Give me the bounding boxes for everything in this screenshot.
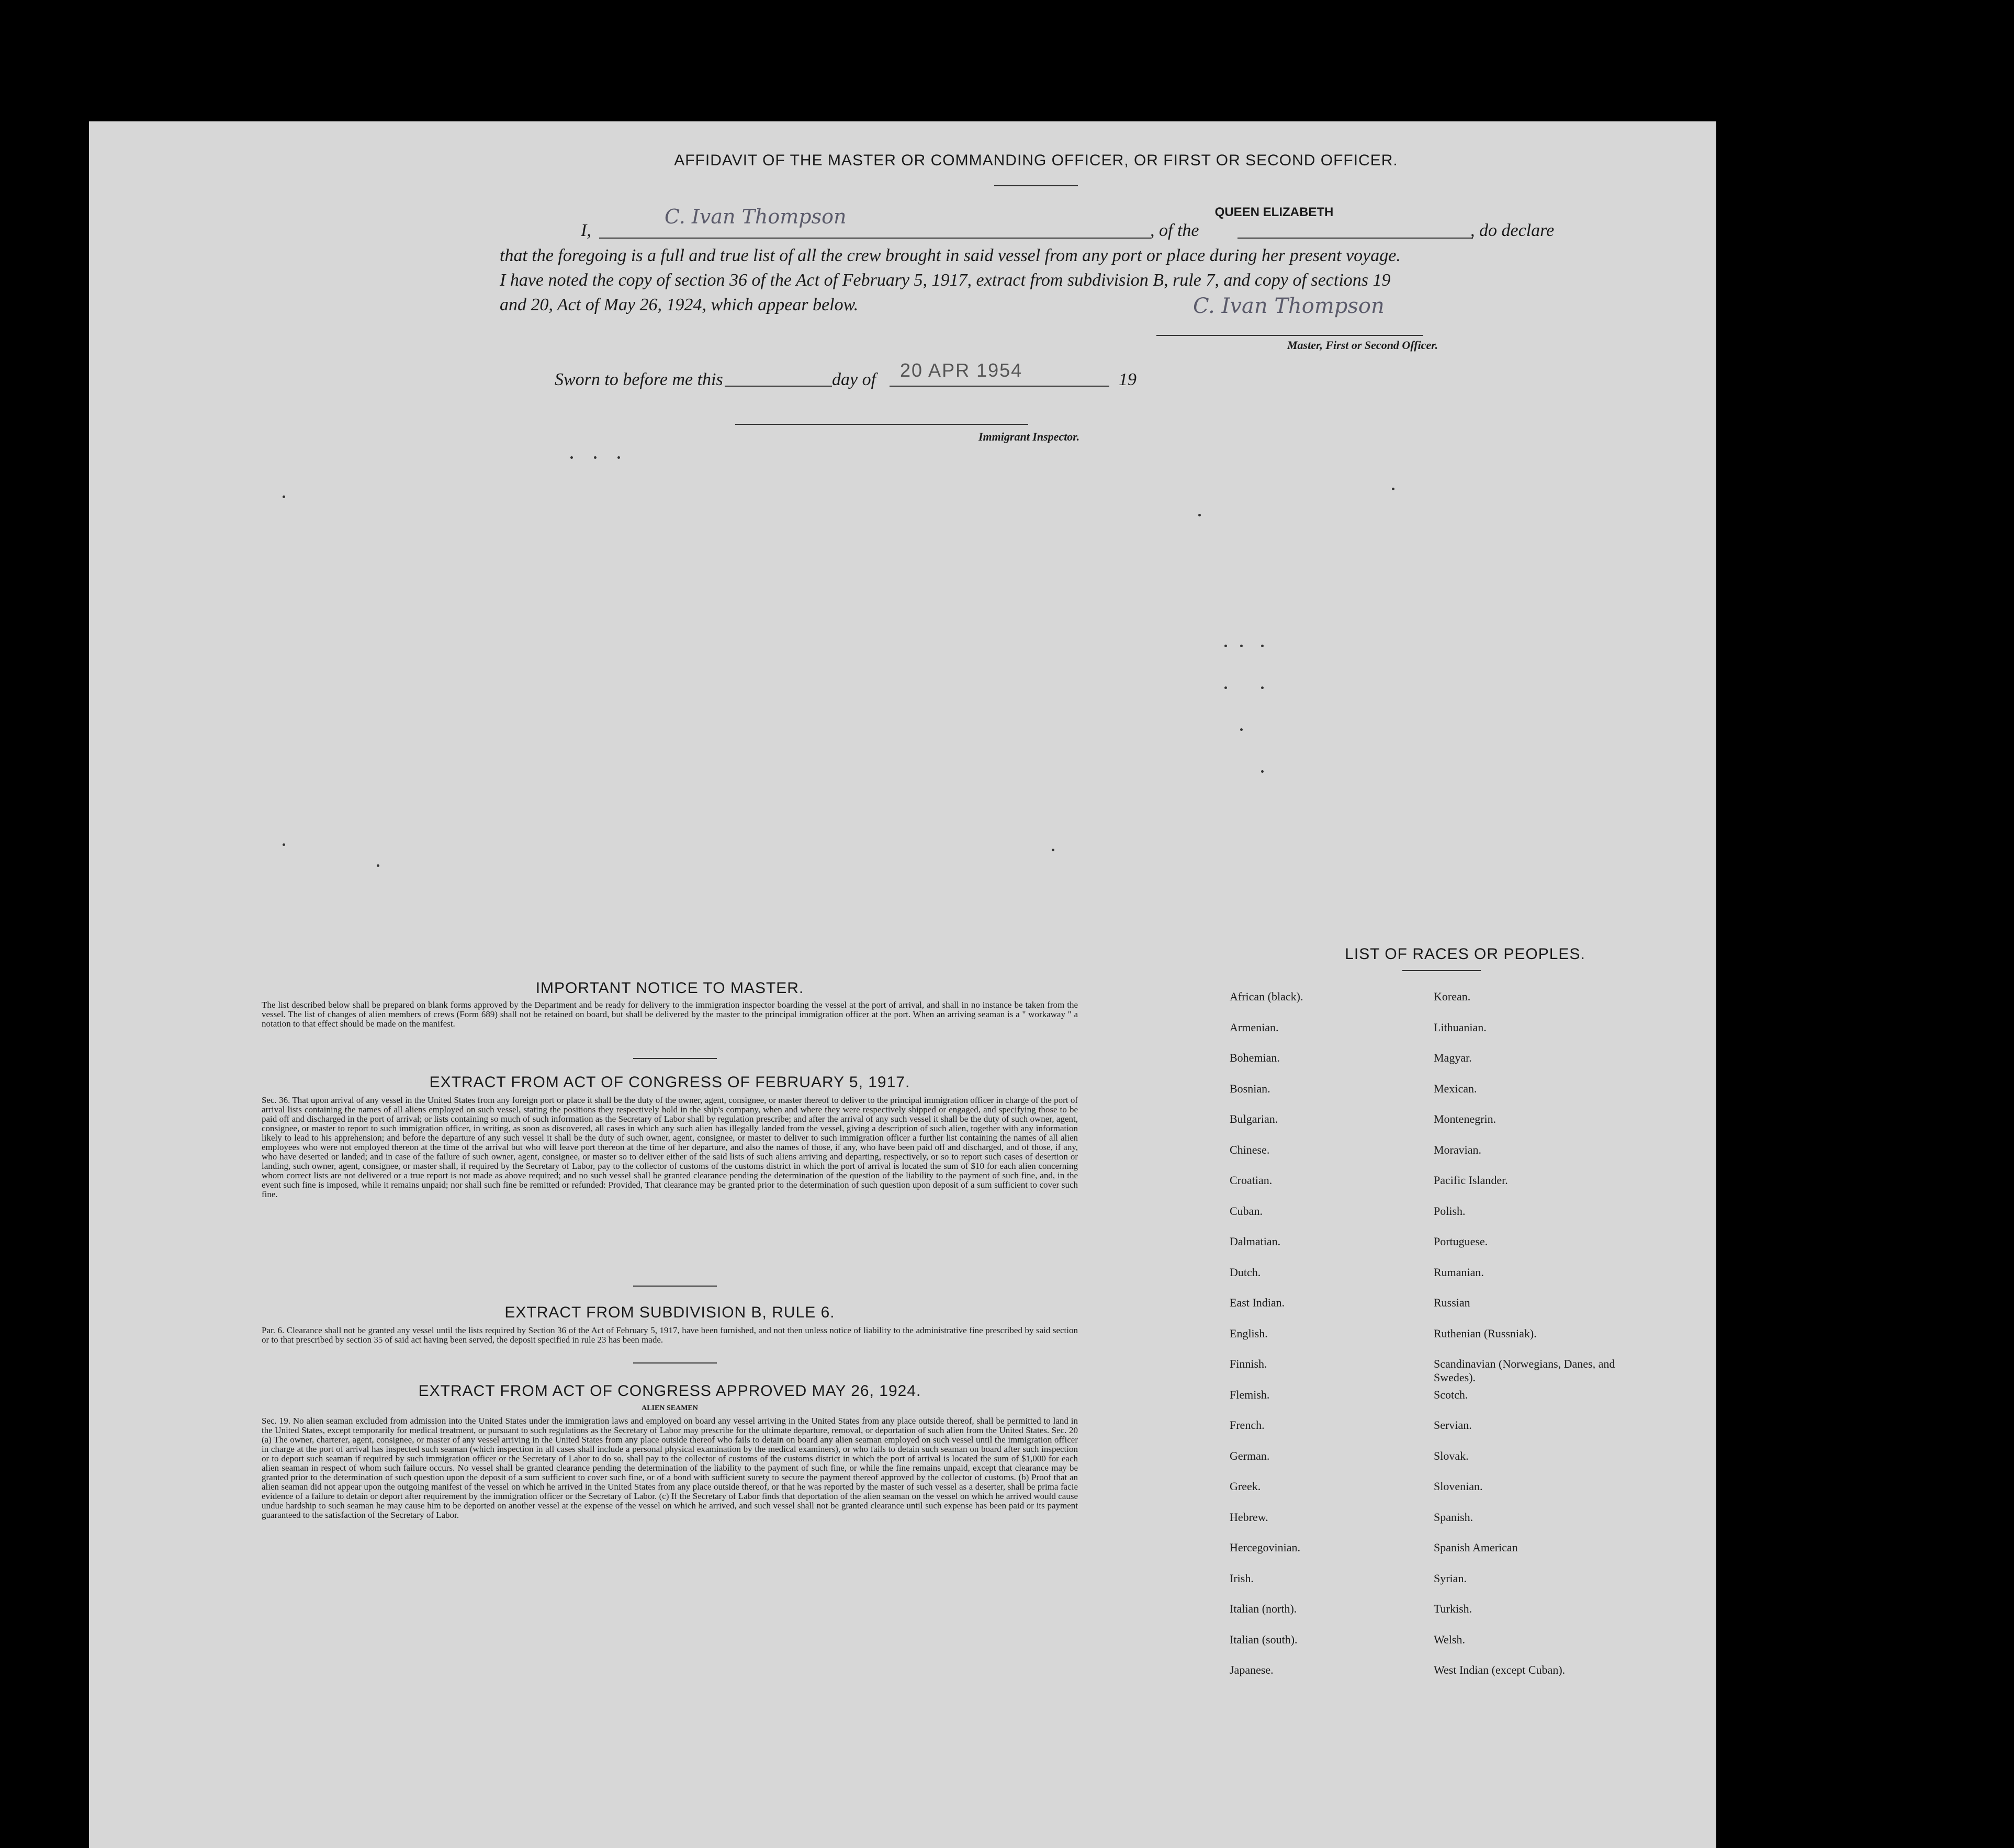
notice-text: The list described below shall be prepared on blank forms approved by the Department and be ready for delivery to the immigration inspector boarding the vessel at the port of arrival, and shall in no instance be taken from the vessel. The list of changes of alien members of crews (Form 689) shall not be retained on board, but shall be delivered by the master to the principal immigration officer at the port. When an arriving seaman is a " workaway " a notation to that effect should be made on the manifest. (262, 1000, 1078, 1029)
do-declare-label: , do declare (1470, 221, 1555, 240)
race-item: Italian (south). (1230, 1632, 1298, 1646)
extract-1924-text: Sec. 19. No alien seaman excluded from admission into the United States under the immigration laws and employed on board any vessel arriving in the United States from any place outside thereof, shall be permitted to land in the United States, except temporarily for medical treatment, or pursuant to such regulations as the Secretary of Labor may prescribe for the ultimate departure, removal, or deportation of such alien from the United States. Sec. 20 (a) The owner, charterer, agent, consignee, or master of any vessel arriving in the United States from any place outside thereof who fails to detain on board any alien seaman employed on such vessel until the immigration officer in charge at the port of arrival has inspected such seaman (which inspection in all cases shall include a personal physical examination by the medical examiners), or who fails to detain such seaman on board after such inspection or to deport such seaman if required by such immigration officer or the Secretary of Labor to do so, shall pay to the collector of customs of the customs district in which the port of arrival is located the sum of $1,000 for each alien seaman in respect of whom such failure occurs. No vessel shall be granted clearance pending the determination of the liability to the payment of such fine, or while the fine remains unpaid, except that clearance may be granted prior to the determination of such question upon the deposit of a sum sufficient to cover such fine, or of a bond with sufficient surety to secure the payment thereof approved by the collector of customs. (b) Proof that an alien seaman did not appear upon the outgoing manifest of the vessel on which he arrived in the United States from any place outside thereof, or that he was reported by the master of such vessel as a deserter, shall be prima facie evidence of a failure to detain or deport after requirement by the immigration officer or the Secretary of Labor. (c) If the Secretary of Labor finds that deportation of the alien seaman on the vessel on which he arrived would cause undue hardship to such seaman he may cause him to be deported on another vessel at the expense of the vessel on which he arrived, and such vessel shall not be granted clearance until such expense has been paid or its payment guaranteed to the satisfaction of the Secretary of Labor. (262, 1416, 1078, 1520)
race-item: Bosnian. (1230, 1081, 1270, 1095)
race-item: Rumanian. (1434, 1265, 1484, 1279)
speck (1198, 514, 1201, 516)
races-rule (1402, 970, 1481, 971)
punch-hole (1799, 1277, 1826, 1304)
punch-hole (1791, 714, 1818, 741)
sworn-month-line (890, 386, 1109, 387)
speck (617, 456, 620, 459)
race-item: Magyar. (1434, 1051, 1472, 1064)
punch-hole (1788, 368, 1816, 396)
race-item: Servian. (1434, 1418, 1472, 1432)
race-item: Greek. (1230, 1480, 1261, 1493)
signer-handwriting: C. Ivan Thompson (665, 205, 847, 228)
notice-rule (633, 1058, 717, 1059)
race-item: Chinese. (1230, 1143, 1270, 1156)
punch-hole (1788, 630, 1816, 658)
affidavit-title: AFFIDAVIT OF THE MASTER OR COMMANDING OFFICER, OR FIRST OR SECOND OFFICER. (674, 152, 1398, 169)
date-stamp: 20 APR 1954 (900, 359, 1023, 381)
speck (283, 843, 285, 846)
race-item: Cuban. (1230, 1204, 1263, 1218)
race-item: West Indian (except Cuban). (1434, 1663, 1566, 1676)
race-item: Dalmatian. (1230, 1235, 1281, 1248)
race-item: Bulgarian. (1230, 1112, 1278, 1125)
race-item: Scotch. (1434, 1388, 1468, 1401)
race-item: Spanish. (1434, 1510, 1473, 1524)
race-item: Pacific Islander. (1434, 1174, 1508, 1187)
race-item: East Indian. (1230, 1296, 1285, 1309)
document-page (89, 121, 1716, 1848)
affidavit-line-4: and 20, Act of May 26, 1924, which appear below. (500, 295, 859, 314)
race-item: Syrian. (1434, 1571, 1467, 1585)
race-item: English. (1230, 1326, 1268, 1340)
race-item: Korean. (1434, 990, 1471, 1003)
race-item: Hebrew. (1230, 1510, 1268, 1524)
race-item: Ruthenian (Russniak). (1434, 1326, 1537, 1340)
race-item: Japanese. (1230, 1663, 1274, 1676)
extract-1917-text: Sec. 36. That upon arrival of any vessel in the United States from any foreign port or place it shall be the duty of the owner, agent, consignee, or master thereof to deliver to the principal immigration officer in charge of the port of arrival lists containing the names of all aliens employed on such vessel, stating the positions they respectively hold in the ship's company, when and where they were respectively shipped or engaged, and specifying those to be paid off and discharged in the port of arrival; or lists containing so much of such information as the Secretary of Labor shall by regulation prescribe; and after the arrival of any such vessel it shall be the duty of such owner, agent, consignee, or master to report to such immigration officer, in writing, as soon as discovered, all cases in which any such alien has illegally landed from the vessel, giving a description of such alien, together with any information likely to lead to his apprehension; and before the departure of any such vessel it shall be the duty of such owner, agent, consignee, or master to deliver to such immigration officer a further list containing the names of all alien employees who were not employed thereon at the time of the arrival but who will leave port thereon at the time of her departure, and also the names of those, if any, who have been paid off and discharged, and of those, if any, who have deserted or landed; and in case of the failure of such owner, agent, consignee, or master so to deliver either of the said lists of such aliens arriving and departing, respectively, or so to report such cases of desertion or landing, such owner, agent, consignee, or master shall, if required by the Secretary of Labor, pay to the collector of customs of the customs district in which the port of arrival is located the sum of $10 for each alien concerning whom correct lists are not delivered or a true report is not made as above required; and no such vessel shall be granted clearance pending the determination of the question of the liability to the payment of such fine, and, in the event such fine is imposed, while it remains unpaid; nor shall such fine be remitted or refunded: Provided, That clearance may be granted prior to the determination of such question upon deposit of a sum sufficient to cover such fine. (262, 1095, 1078, 1199)
inspector-line (735, 424, 1028, 425)
race-item: Hercegovinian. (1230, 1541, 1300, 1554)
extract-1924-subtitle: ALIEN SEAMEN (642, 1404, 698, 1412)
title-rule (994, 185, 1078, 186)
master-signature: C. Ivan Thompson (1193, 294, 1385, 318)
speck (1261, 686, 1264, 689)
speck (283, 495, 285, 498)
race-item: Flemish. (1230, 1388, 1270, 1401)
race-item: Montenegrin. (1434, 1112, 1497, 1125)
speck (570, 456, 573, 459)
race-item: Bohemian. (1230, 1051, 1280, 1064)
notice-title: IMPORTANT NOTICE TO MASTER. (535, 979, 804, 997)
race-item: Spanish American (1434, 1541, 1518, 1554)
race-item: Moravian. (1434, 1143, 1482, 1156)
vessel-name: QUEEN ELIZABETH (1214, 205, 1334, 219)
race-item: Polish. (1434, 1204, 1466, 1218)
race-item: Slovenian. (1434, 1480, 1483, 1493)
race-item: Welsh. (1434, 1632, 1465, 1646)
speck (1052, 849, 1054, 851)
race-item: Italian (north). (1230, 1602, 1297, 1615)
affidavit-line-2: that the foregoing is a full and true list of all the crew brought in said vessel from any port or place during her present voyage. (500, 246, 1401, 265)
race-item: French. (1230, 1418, 1265, 1432)
speck (377, 864, 379, 867)
race-item: German. (1230, 1449, 1270, 1462)
master-signature-line (1156, 335, 1423, 336)
race-item: Dutch. (1230, 1265, 1261, 1279)
of-the-label: , of the (1150, 221, 1199, 240)
speck (1261, 645, 1264, 647)
race-item: African (black). (1230, 990, 1303, 1003)
speck (1240, 645, 1243, 647)
race-item: Russian (1434, 1296, 1470, 1309)
speck (1240, 728, 1243, 731)
races-title: LIST OF RACES OR PEOPLES. (1345, 945, 1585, 963)
race-item: Turkish. (1434, 1602, 1472, 1615)
signer-line (599, 238, 1151, 239)
race-item: Mexican. (1434, 1081, 1477, 1095)
speck (1392, 488, 1394, 490)
race-item: Armenian. (1230, 1020, 1279, 1034)
extract-1917-title: EXTRACT FROM ACT OF CONGRESS OF FEBRUARY 5, 1917. (429, 1074, 910, 1091)
sworn-year: 19 (1119, 370, 1137, 389)
vessel-line (1237, 238, 1473, 239)
inspector-caption: Immigrant Inspector. (978, 430, 1080, 443)
race-item: Irish. (1230, 1571, 1254, 1585)
punch-hole (1804, 1541, 1831, 1568)
race-item: Scandinavian (Norwegians, Danes, and Swedes). (1434, 1357, 1615, 1384)
race-item: Slovak. (1434, 1449, 1469, 1462)
race-item: Croatian. (1230, 1174, 1273, 1187)
sworn-day-line (725, 386, 832, 387)
speck (594, 456, 597, 459)
master-caption: Master, First or Second Officer. (1287, 339, 1438, 352)
rule6-title: EXTRACT FROM SUBDIVISION B, RULE 6. (504, 1304, 835, 1321)
rule6-rule (633, 1362, 717, 1364)
race-item: Lithuanian. (1434, 1020, 1487, 1034)
speck (1224, 645, 1227, 647)
rule6-text: Par. 6. Clearance shall not be granted any vessel until the lists required by Section 36 of the Act of February 5, 1917, have been furnished, and not then unless notice of liability to the administrative fine prescribed by said section or to that prescribed by section 35 of said act having been served, the deposit specified in rule 23 has been made. (262, 1325, 1078, 1345)
i-label: I, (581, 221, 591, 240)
extract-1924-title: EXTRACT FROM ACT OF CONGRESS APPROVED MAY 26, 1924. (418, 1382, 921, 1400)
race-item: Finnish. (1230, 1357, 1267, 1370)
affidavit-line-3: I have noted the copy of section 36 of the Act of February 5, 1917, extract from subdivision B, rule 7, and copy of sections 19 (500, 271, 1391, 290)
punch-hole (1804, 1627, 1831, 1654)
extract-1917-rule (633, 1286, 717, 1287)
speck (1261, 770, 1264, 773)
race-item: Portuguese. (1434, 1235, 1488, 1248)
speck (1224, 686, 1227, 689)
punch-hole (1799, 1196, 1826, 1223)
sworn-day-label: day of (832, 370, 876, 389)
sworn-prefix: Sworn to before me this (555, 370, 723, 389)
